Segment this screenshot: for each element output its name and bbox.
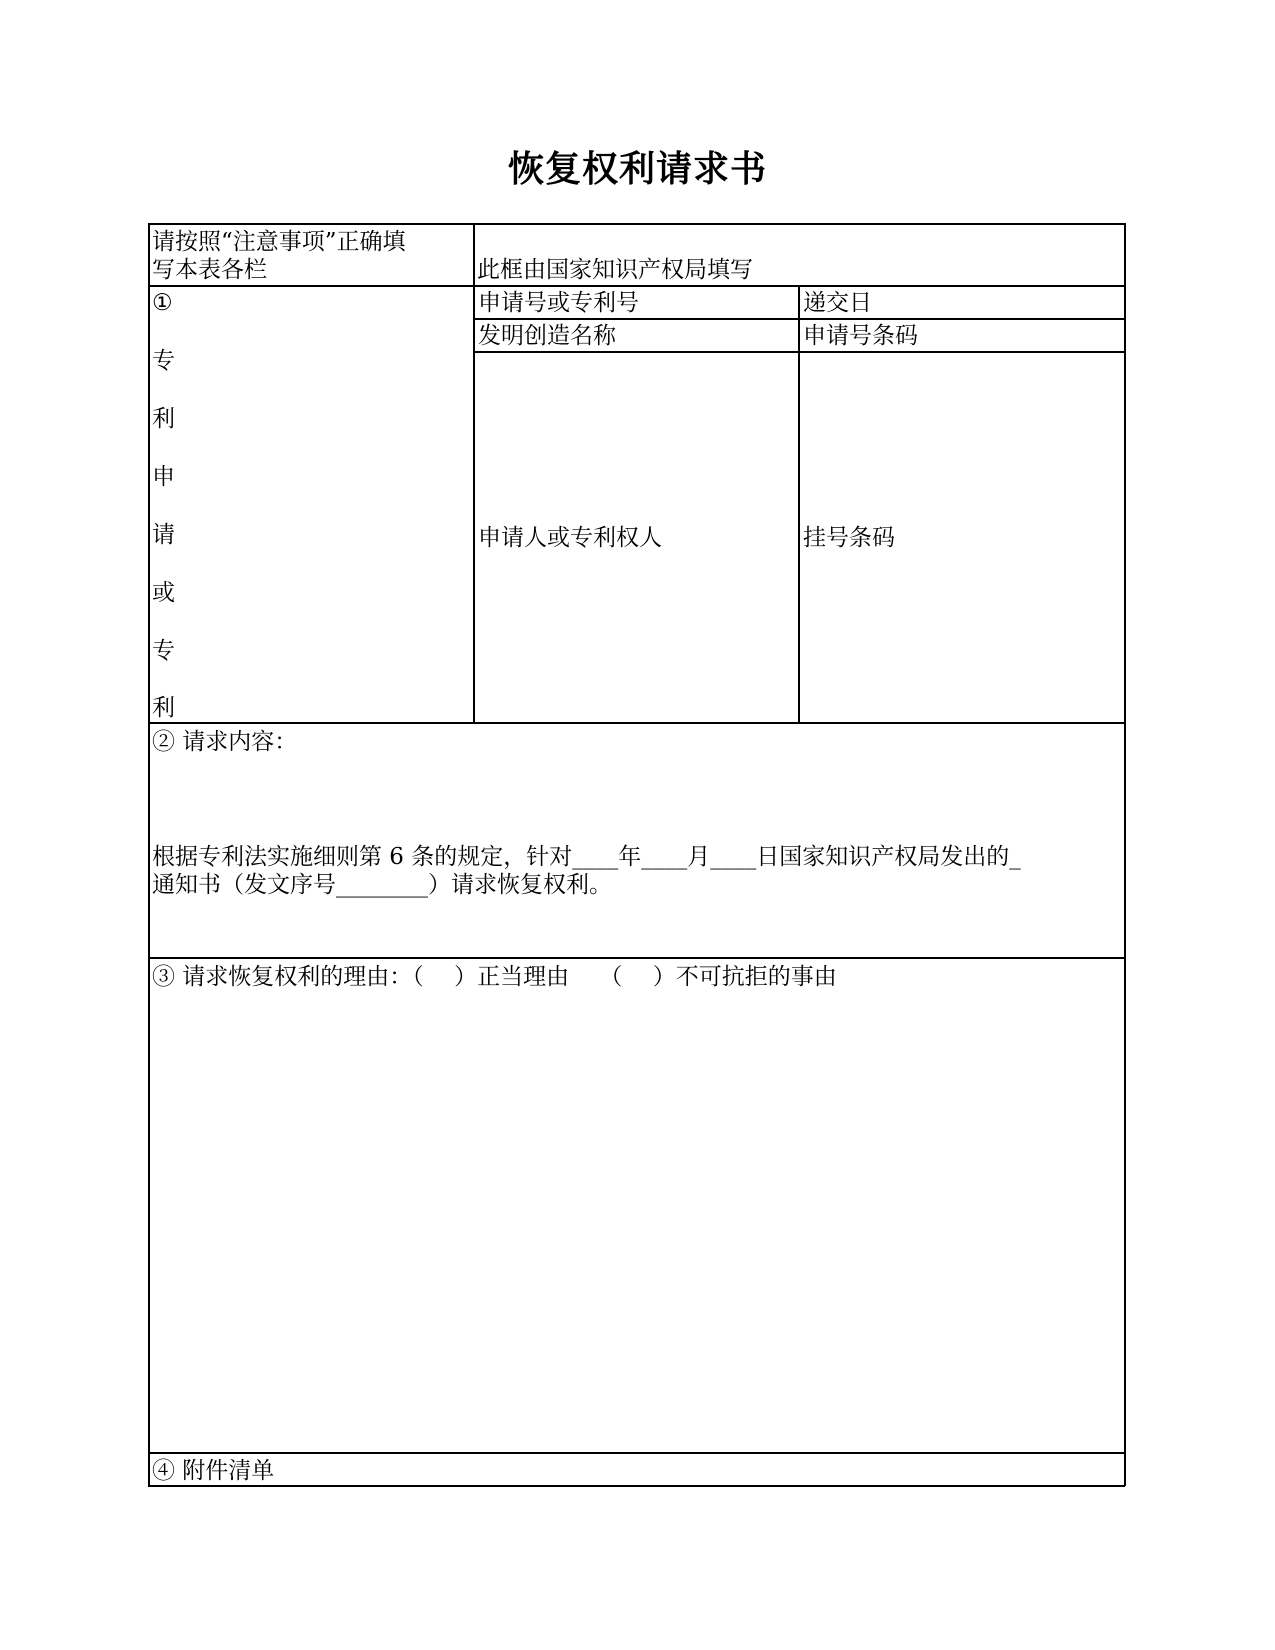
table-border-left bbox=[148, 223, 150, 1486]
divider-row1 bbox=[148, 285, 1125, 287]
table-border-right bbox=[1124, 223, 1126, 1486]
barcode-label: 申请号条码 bbox=[803, 323, 918, 349]
instruction-text bbox=[152, 228, 406, 284]
filing-date-label: 递交日 bbox=[803, 290, 872, 316]
divider-section3 bbox=[148, 957, 1125, 959]
vertical-char: 请 bbox=[152, 522, 175, 548]
page-title: 恢复权利请求书 bbox=[507, 149, 767, 190]
divider-col1 bbox=[473, 223, 475, 723]
registered-barcode-label: 挂号条码 bbox=[803, 525, 895, 551]
vertical-char: 申 bbox=[152, 464, 175, 490]
vertical-char: 专 bbox=[152, 348, 175, 374]
request-content-line2: 通知书（发文序号________）请求恢复权利。 bbox=[152, 872, 612, 898]
vertical-char: 或 bbox=[152, 580, 175, 606]
vertical-char: 利 bbox=[152, 695, 175, 721]
vertical-char: 利 bbox=[152, 406, 175, 432]
divider-section2 bbox=[148, 722, 1125, 724]
table-border-bottom bbox=[148, 1485, 1125, 1487]
invention-name-label: 发明创造名称 bbox=[478, 323, 616, 349]
divider-col2 bbox=[798, 285, 800, 723]
section1-number: ① bbox=[152, 290, 173, 316]
section2-heading: ② 请求内容： bbox=[152, 729, 298, 755]
divider-section4 bbox=[148, 1452, 1125, 1454]
table-border-top bbox=[148, 223, 1125, 225]
request-content-line1: 根据专利法实施细则第 6 条的规定，针对____年____月____日国家知识产权局发出的_ bbox=[152, 844, 1021, 870]
section3-heading: ③ 请求恢复权利的理由：（ ）正当理由 （ ）不可抗拒的事由 bbox=[152, 964, 837, 990]
app-number-label: 申请号或专利号 bbox=[478, 290, 639, 316]
section4-heading: ④ 附件清单 bbox=[152, 1458, 275, 1484]
office-box-label: 此框由国家知识产权局填写 bbox=[477, 257, 753, 283]
instruction-line2: 写本表各栏 bbox=[152, 257, 267, 283]
instruction-line1: 请按照“注意事项”正确填 bbox=[152, 229, 406, 255]
applicant-label: 申请人或专利权人 bbox=[478, 525, 662, 551]
vertical-char: 专 bbox=[152, 638, 175, 664]
